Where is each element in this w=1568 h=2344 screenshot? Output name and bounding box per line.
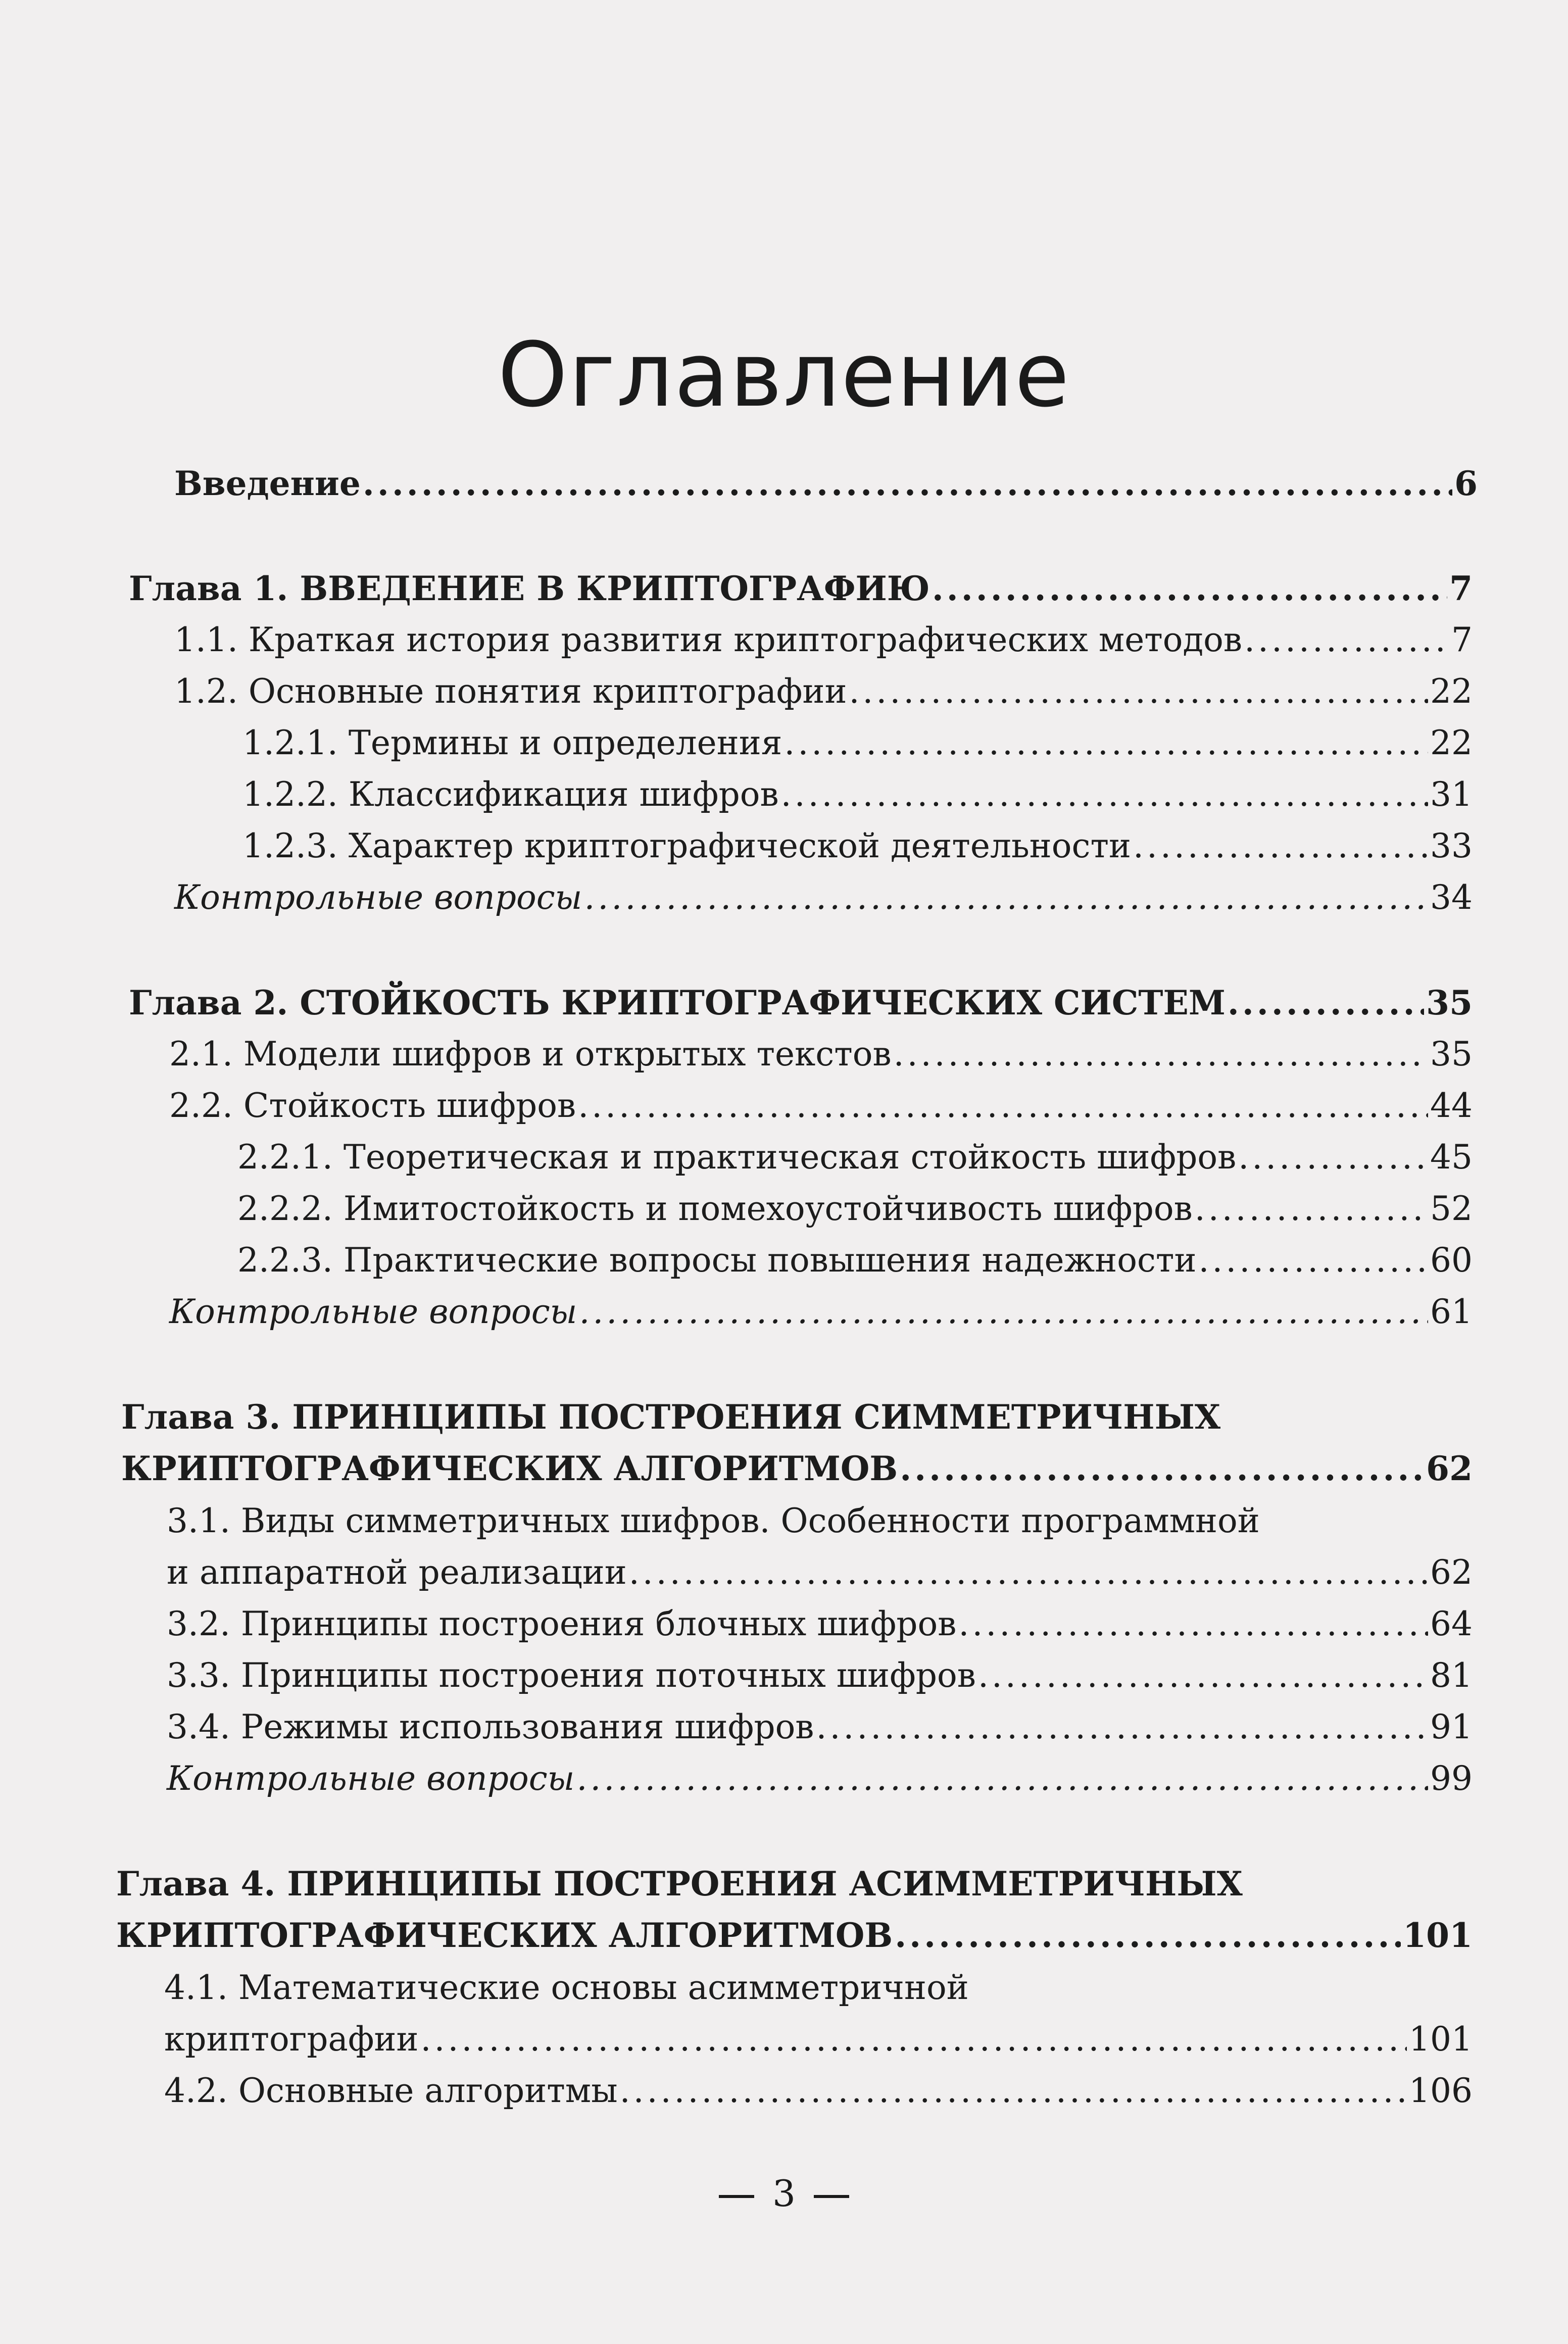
leader-dots xyxy=(578,1083,1428,1129)
toc-entry-2-1[interactable] xyxy=(169,1032,1473,1077)
toc-entry-page: 101 xyxy=(1409,2020,1473,2059)
leader-dots xyxy=(579,1289,1428,1335)
toc-entry-label: Введение xyxy=(174,464,361,503)
leader-dots xyxy=(1244,617,1449,663)
leader-dots xyxy=(1133,823,1428,869)
toc-entry-page: 44 xyxy=(1430,1086,1473,1125)
toc-entry-page: 60 xyxy=(1430,1241,1473,1280)
toc-entry-label: КРИПТОГРАФИЧЕСКИХ АЛГОРИТМОВ xyxy=(121,1449,898,1488)
toc-entry-page: 61 xyxy=(1430,1292,1473,1331)
footer-dash-left xyxy=(719,2195,754,2198)
toc-entry-4-1[interactable] xyxy=(164,2017,1473,2062)
toc-entry-3-4[interactable] xyxy=(167,1704,1473,1750)
toc-entry-label: Глава 2. СТОЙКОСТЬ КРИПТОГРАФИЧЕСКИХ СИСТЕМ xyxy=(129,983,1226,1022)
toc-entry-page: 6 xyxy=(1454,464,1478,503)
leader-dots xyxy=(894,1032,1428,1077)
toc-entry-label: 3.4. Режимы использования шифров xyxy=(167,1707,814,1746)
toc-entry-page: 31 xyxy=(1430,775,1473,814)
toc-entry-label: Глава 1. ВВЕДЕНИЕ В КРИПТОГРАФИЮ xyxy=(129,569,930,608)
toc-entry-page: 22 xyxy=(1430,723,1473,762)
toc-entry-label: 2.2.2. Имитостойкость и помехоустойчивость шифров xyxy=(237,1189,1193,1228)
leader-dots xyxy=(849,669,1428,714)
page-title: Оглавление xyxy=(498,323,1070,427)
leader-dots xyxy=(584,875,1428,920)
toc-entry-label: КРИПТОГРАФИЧЕСКИХ АЛГОРИТМОВ xyxy=(116,1916,893,1955)
toc-entry-label: 3.2. Принципы построения блочных шифров xyxy=(167,1604,957,1643)
leader-dots xyxy=(620,2068,1407,2114)
toc-chapter-2[interactable] xyxy=(129,980,1473,1026)
toc-chapter-4[interactable] xyxy=(116,1913,1473,1958)
toc-chapter-3[interactable] xyxy=(121,1446,1473,1491)
leader-dots xyxy=(421,2017,1407,2062)
toc-entry-4-1-first-line: 4.1. Математические основы асимметричной xyxy=(164,1968,969,2007)
toc-entry-page: 91 xyxy=(1430,1707,1473,1746)
toc-entry-page: 34 xyxy=(1430,878,1473,917)
toc-entry-label: 1.2.3. Характер криптографической деятельности xyxy=(242,826,1131,865)
leader-dots xyxy=(816,1704,1428,1750)
toc-entry-page: 101 xyxy=(1403,1916,1473,1955)
toc-entry-1-2-2[interactable] xyxy=(242,772,1473,817)
toc-entry-2-2-1[interactable] xyxy=(237,1135,1473,1180)
toc-chapter-1[interactable] xyxy=(129,566,1473,611)
toc-entry-2-2[interactable] xyxy=(169,1083,1473,1129)
toc-entry-page: 62 xyxy=(1426,1449,1473,1488)
toc-entry-label: 1.2.2. Классификация шифров xyxy=(242,775,779,814)
page-footer xyxy=(0,2172,1568,2215)
toc-chapter-4-title-line: Глава 4. ПРИНЦИПЫ ПОСТРОЕНИЯ АСИММЕТРИЧНЫХ xyxy=(116,1864,1243,1903)
toc-entry-questions-1[interactable] xyxy=(174,875,1473,920)
toc-entry-label: 4.2. Основные алгоритмы xyxy=(164,2071,618,2110)
leader-dots xyxy=(958,1601,1428,1647)
toc-entry-2-2-3[interactable] xyxy=(237,1238,1473,1283)
footer-dash-right xyxy=(814,2195,849,2198)
toc-entry-page: 62 xyxy=(1430,1553,1473,1592)
toc-entry-page: 81 xyxy=(1430,1656,1473,1695)
toc-entry-label: Контрольные вопросы xyxy=(174,878,582,917)
toc-entry-1-2-3[interactable] xyxy=(242,823,1473,869)
toc-entry-1-2-1[interactable] xyxy=(242,720,1473,766)
leader-dots xyxy=(932,566,1447,611)
leader-dots xyxy=(363,461,1452,506)
toc-entry-2-2-2[interactable] xyxy=(237,1186,1473,1232)
leader-dots xyxy=(629,1550,1428,1595)
toc-entry-label: 1.2.1. Термины и определения xyxy=(242,723,782,762)
page-number: 3 xyxy=(772,2172,796,2215)
toc-entry-label: Контрольные вопросы xyxy=(167,1759,575,1798)
leader-dots xyxy=(978,1653,1428,1698)
toc-entry-page: 7 xyxy=(1451,620,1473,659)
toc-entry-3-2[interactable] xyxy=(167,1601,1473,1647)
toc-entry-label: 2.2. Стойкость шифров xyxy=(169,1086,576,1125)
toc-entry-questions-3[interactable] xyxy=(167,1756,1473,1801)
toc-entry-label: Контрольные вопросы xyxy=(169,1292,577,1331)
toc-entry-label: 1.1. Краткая история развития криптографических методов xyxy=(174,620,1243,659)
toc-entry-page: 106 xyxy=(1409,2071,1473,2110)
toc-entry-label: и аппаратной реализации xyxy=(167,1553,627,1592)
toc-entry-label: 2.2.1. Теоретическая и практическая стойкость шифров xyxy=(237,1138,1237,1177)
toc-chapter-3-title-line: Глава 3. ПРИНЦИПЫ ПОСТРОЕНИЯ СИММЕТРИЧНЫХ xyxy=(121,1397,1221,1437)
leader-dots xyxy=(1195,1186,1428,1232)
toc-entry-label: криптографии xyxy=(164,2020,419,2059)
toc-entry-page: 22 xyxy=(1430,672,1473,711)
toc-entry-3-1[interactable] xyxy=(167,1550,1473,1595)
toc-entry-page: 64 xyxy=(1430,1604,1473,1643)
toc-entry-page: 33 xyxy=(1430,826,1473,865)
leader-dots xyxy=(900,1446,1424,1491)
toc-entry-page: 35 xyxy=(1430,1035,1473,1073)
toc-entry-1-2[interactable] xyxy=(174,669,1473,714)
leader-dots xyxy=(576,1756,1428,1801)
toc-entry-page: 7 xyxy=(1449,569,1473,608)
leader-dots xyxy=(1198,1238,1428,1283)
toc-entry-label: 2.2.3. Практические вопросы повышения надежности xyxy=(237,1241,1197,1280)
toc-entry-page: 52 xyxy=(1430,1189,1473,1228)
toc-entry-page: 45 xyxy=(1430,1138,1473,1177)
toc-entry-3-1-first-line: 3.1. Виды симметричных шифров. Особенности программной xyxy=(167,1501,1260,1540)
toc-entry-4-2[interactable] xyxy=(164,2068,1473,2114)
toc-entry-1-1[interactable] xyxy=(174,617,1473,663)
leader-dots xyxy=(1228,980,1424,1026)
toc-entry-label: 2.1. Модели шифров и открытых текстов xyxy=(169,1035,892,1073)
toc-entry-questions-2[interactable] xyxy=(169,1289,1473,1335)
toc-entry-3-3[interactable] xyxy=(167,1653,1473,1698)
leader-dots xyxy=(895,1913,1401,1958)
toc-entry-label: 3.3. Принципы построения поточных шифров xyxy=(167,1656,976,1695)
toc-entry-label: 1.2. Основные понятия криптографии xyxy=(174,672,847,711)
toc-entry-page: 35 xyxy=(1426,983,1473,1022)
leader-dots xyxy=(784,720,1428,766)
toc-entry-introduction[interactable] xyxy=(174,461,1478,506)
toc-entry-page: 99 xyxy=(1430,1759,1473,1798)
leader-dots xyxy=(781,772,1428,817)
leader-dots xyxy=(1238,1135,1428,1180)
